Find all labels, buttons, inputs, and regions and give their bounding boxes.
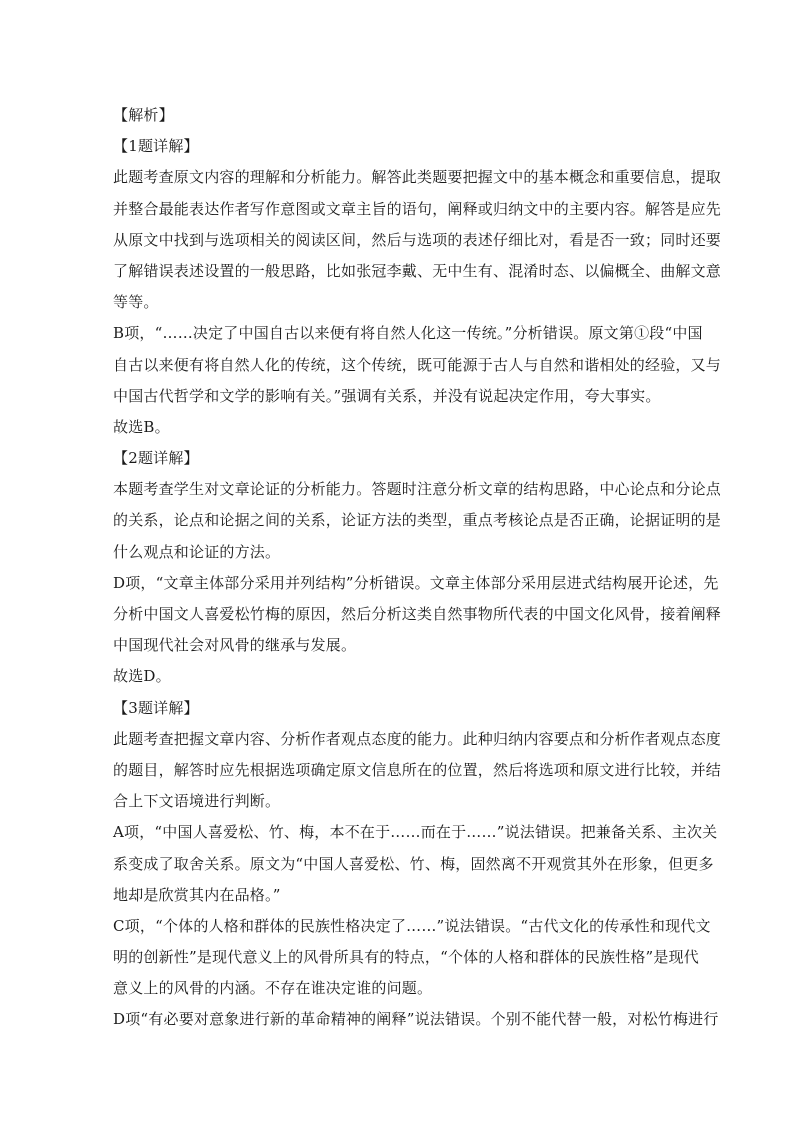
q3-option-c-line: 明的创新性”是现代意义上的风骨所具有的特点，“个体的人格和群体的民族性格”是现代 (113, 948, 700, 967)
q1-analysis-line: 并整合最能表达作者写作意图或文章主旨的语句，阐释或归纳文中的主要内容。解答是应先 (113, 199, 722, 218)
q1-analysis-line: 此题考查原文内容的理解和分析能力。解答此类题要把握文中的基本概念和重要信息，提取 (113, 168, 722, 187)
q3-option-a-line: A项，“中国人喜爱松、竹、梅，本不在于……而在于……”说法错误。把兼备关系、主次关 (113, 823, 718, 842)
analysis-heading: 【解析】 (113, 106, 174, 124)
q1-answer: 故选B。 (113, 417, 170, 436)
q3-option-c-line: C项，“个体的人格和群体的民族性格决定了……”说法错误。“古代文化的传承性和现代文 (113, 916, 711, 935)
q1-analysis-line: 从原文中找到与选项相关的阅读区间，然后与选项的表述仔细比对，看是否一致；同时还要 (113, 230, 722, 249)
q1-heading: 【1题详解】 (113, 137, 199, 156)
q3-option-a-line: 系变成了取舍关系。原文为“中国人喜爱松、竹、梅，固然离不开观赏其外在形象，但更多 (113, 854, 714, 873)
q2-explanation-line: 中国现代社会对风骨的继承与发展。 (113, 636, 357, 655)
q1-analysis-line: 等等。 (113, 293, 159, 312)
q3-analysis-line: 此题考查把握文章内容、分析作者观点态度的能力。此种归纳内容要点和分析作者观点态度 (113, 729, 722, 748)
q2-analysis-line: 本题考查学生对文章论证的分析能力。答题时注意分析文章的结构思路，中心论点和分论点 (113, 480, 722, 499)
document-page (113, 100, 722, 1036)
q1-explanation-line: 中国古代哲学和文学的影响有关。”强调有关系，并没有说起决定作用，夸大事实。 (113, 386, 661, 405)
q2-answer: 故选D。 (113, 667, 171, 686)
q3-analysis-line: 合上下文语境进行判断。 (113, 792, 281, 811)
q3-option-c-line: 意义上的风骨的内涵。不存在谁决定谁的问题。 (113, 979, 433, 998)
q1-explanation-line: 自古以来便有将自然人化的传统，这个传统，既可能源于古人与自然和谐相处的经验，又与 (113, 355, 722, 374)
q3-heading: 【3题详解】 (113, 698, 199, 717)
q1-explanation-line: B项，“……决定了中国自古以来便有将自然人化这一传统。”分析错误。原文第①段“中国 (113, 324, 703, 343)
q3-option-d-line: D项“有必要对意象进行新的革命精神的阐释”说法错误。个别不能代替一般，对松竹梅进行 (113, 1010, 719, 1029)
q2-heading: 【2题详解】 (113, 449, 199, 468)
q3-analysis-line: 的题目，解答时应先根据选项确定原文信息所在的位置，然后将选项和原文进行比较，并结 (113, 760, 722, 779)
q1-analysis-line: 了解错误表述设置的一般思路，比如张冠李戴、无中生有、混淆时态、以偏概全、曲解文意 (113, 261, 722, 280)
q3-option-a-line: 地却是欣赏其内在品格。” (113, 885, 281, 904)
q2-explanation-line: D项，“文章主体部分采用并列结构”分析错误。文章主体部分采用层进式结构展开论述，先 (113, 573, 719, 592)
q2-explanation-line: 分析中国文人喜爱松竹梅的原因，然后分析这类自然事物所代表的中国文化风骨，接着阐释 (113, 605, 722, 623)
q2-analysis-line: 什么观点和论证的方法。 (113, 542, 281, 561)
q2-analysis-line: 的关系，论点和论据之间的关系，论证方法的类型，重点考核论点是否正确，论据证明的是 (113, 511, 722, 530)
